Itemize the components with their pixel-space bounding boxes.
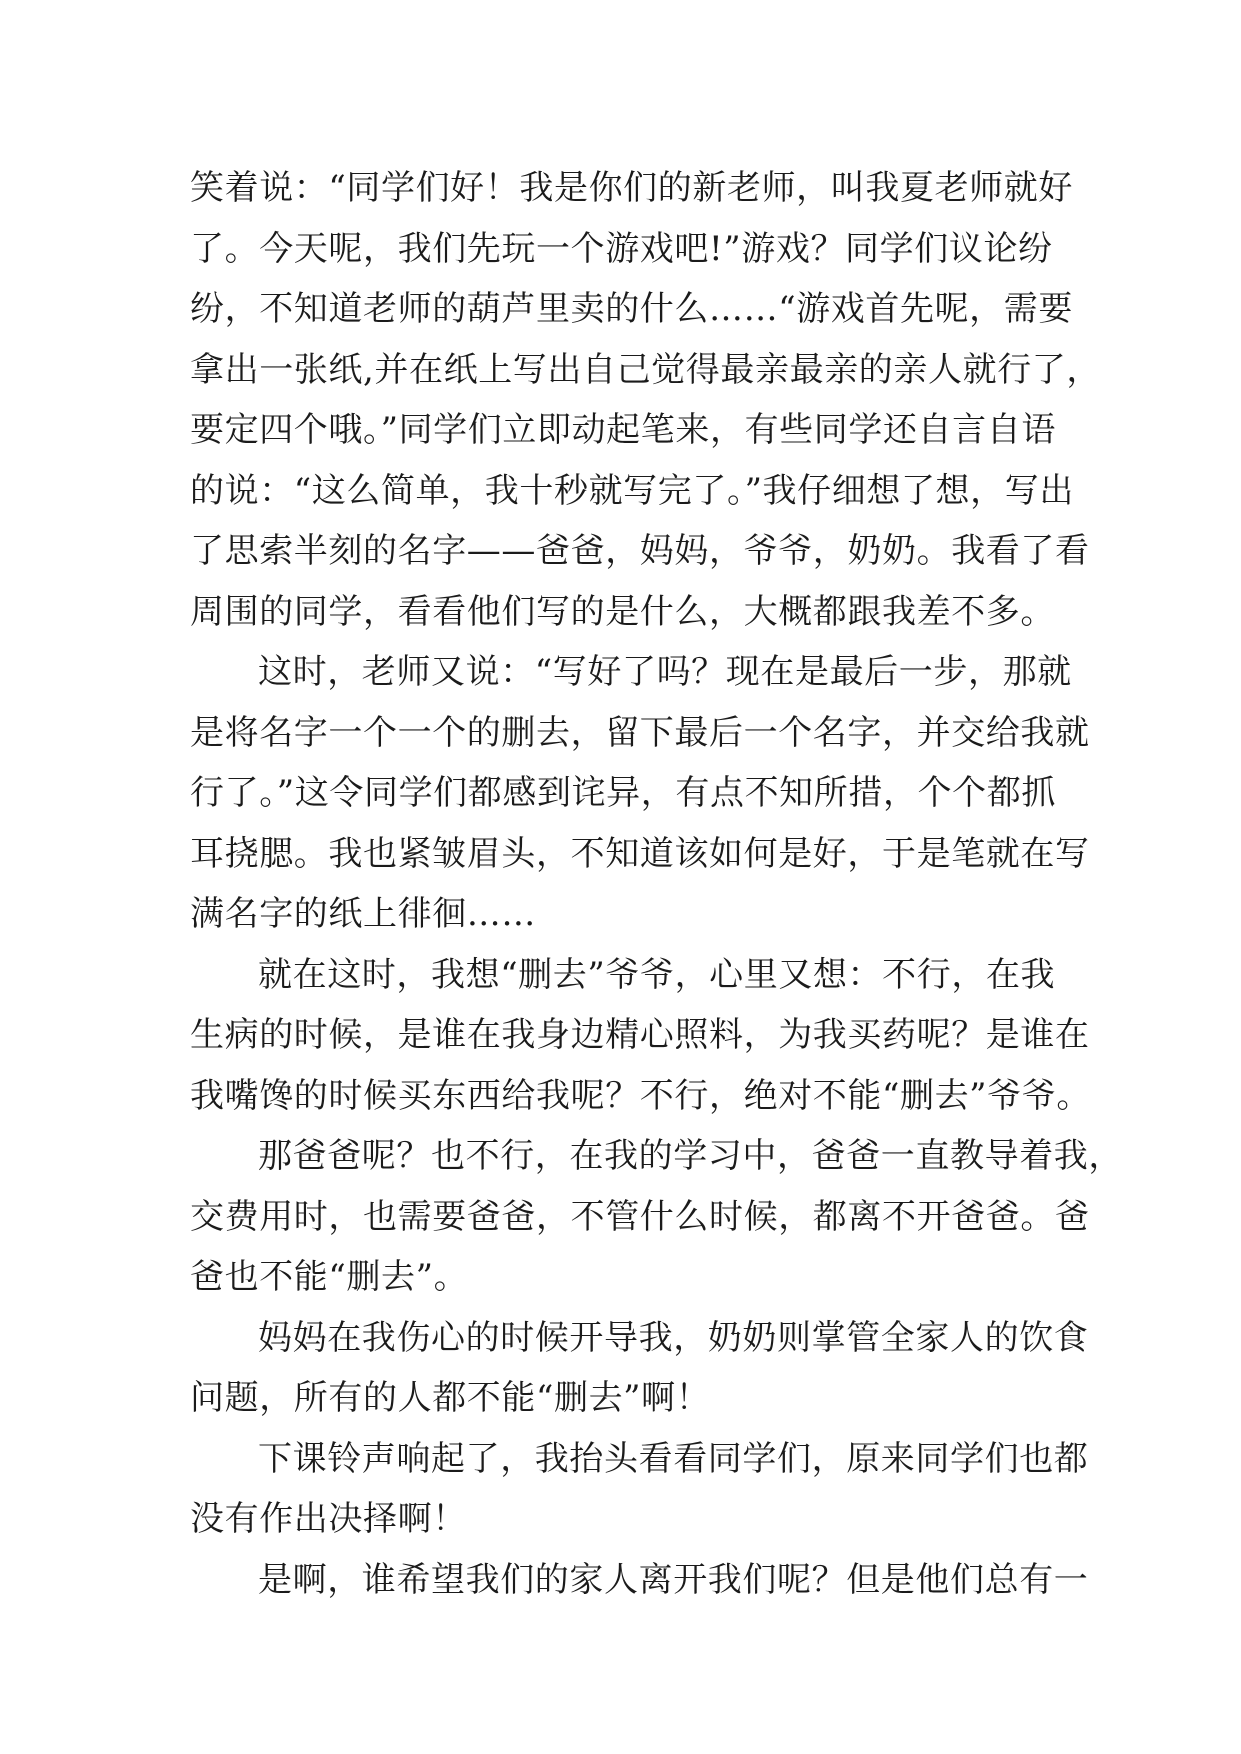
text-line: 了思索半刻的名字——爸爸，妈妈，爷爷，奶奶。我看了看 <box>190 531 1090 571</box>
text-line: 我嘴馋的时候买东西给我呢？不行，绝对不能“删去”爷爷。 <box>190 1075 1091 1116</box>
text-line: 问题，所有的人都不能“删去”啊！ <box>190 1378 711 1418</box>
text-line: 要定四个哦。”同学们立即动起笔来，有些同学还自言自语 <box>190 410 1056 450</box>
text-line: 下课铃声响起了，我抬头看看同学们，原来同学们也都 <box>258 1438 1089 1479</box>
text-line: 交费用时，也需要爸爸，不管什么时候，都离不开爸爸。爸 <box>190 1196 1090 1237</box>
text-line: 是啊，谁希望我们的家人离开我们呢？但是他们总有一 <box>258 1559 1089 1600</box>
text-line: 生病的时候，是谁在我身边精心照料，为我买药呢？是谁在 <box>190 1015 1090 1055</box>
text-line: 笑着说：“同学们好！我是你们的新老师，叫我夏老师就好 <box>190 168 1073 208</box>
text-line: 纷，不知道老师的葫芦里卖的什么……“游戏首先呢，需要 <box>190 289 1073 329</box>
text-line: 这时，老师又说：“写好了吗？现在是最后一步，那就 <box>258 652 1072 692</box>
text-line: 周围的同学，看看他们写的是什么，大概都跟我差不多。 <box>190 591 1055 632</box>
document-body <box>190 158 1123 1610</box>
text-line: 耳挠腮。我也紧皱眉头，不知道该如何是好，于是笔就在写 <box>190 833 1090 874</box>
text-line: 那爸爸呢？也不行，在我的学习中，爸爸一直教导着我， <box>258 1136 1123 1176</box>
text-line: 爸也不能“删去”。 <box>190 1257 469 1297</box>
text-line: 的说：“这么简单，我十秒就写完了。”我仔细想了想，写出 <box>190 470 1074 511</box>
text-line: 行了。”这令同学们都感到诧异，有点不知所措，个个都抓 <box>190 773 1056 813</box>
text-line: 拿出一张纸,并在纸上写出自己觉得最亲最亲的亲人就行了， <box>190 349 1102 390</box>
text-line: 了。今天呢，我们先玩一个游戏吧!”游戏？同学们议论纷 <box>190 228 1053 269</box>
text-line: 是将名字一个一个的删去，留下最后一个名字，并交给我就 <box>190 712 1090 753</box>
text-line: 就在这时，我想“删去”爷爷，心里又想：不行，在我 <box>258 954 1056 995</box>
text-line: 妈妈在我伤心的时候开导我，奶奶则掌管全家人的饮食 <box>258 1317 1089 1358</box>
text-line: 没有作出决择啊！ <box>190 1499 467 1539</box>
text-line: 满名字的纸上徘徊…… <box>190 894 536 934</box>
